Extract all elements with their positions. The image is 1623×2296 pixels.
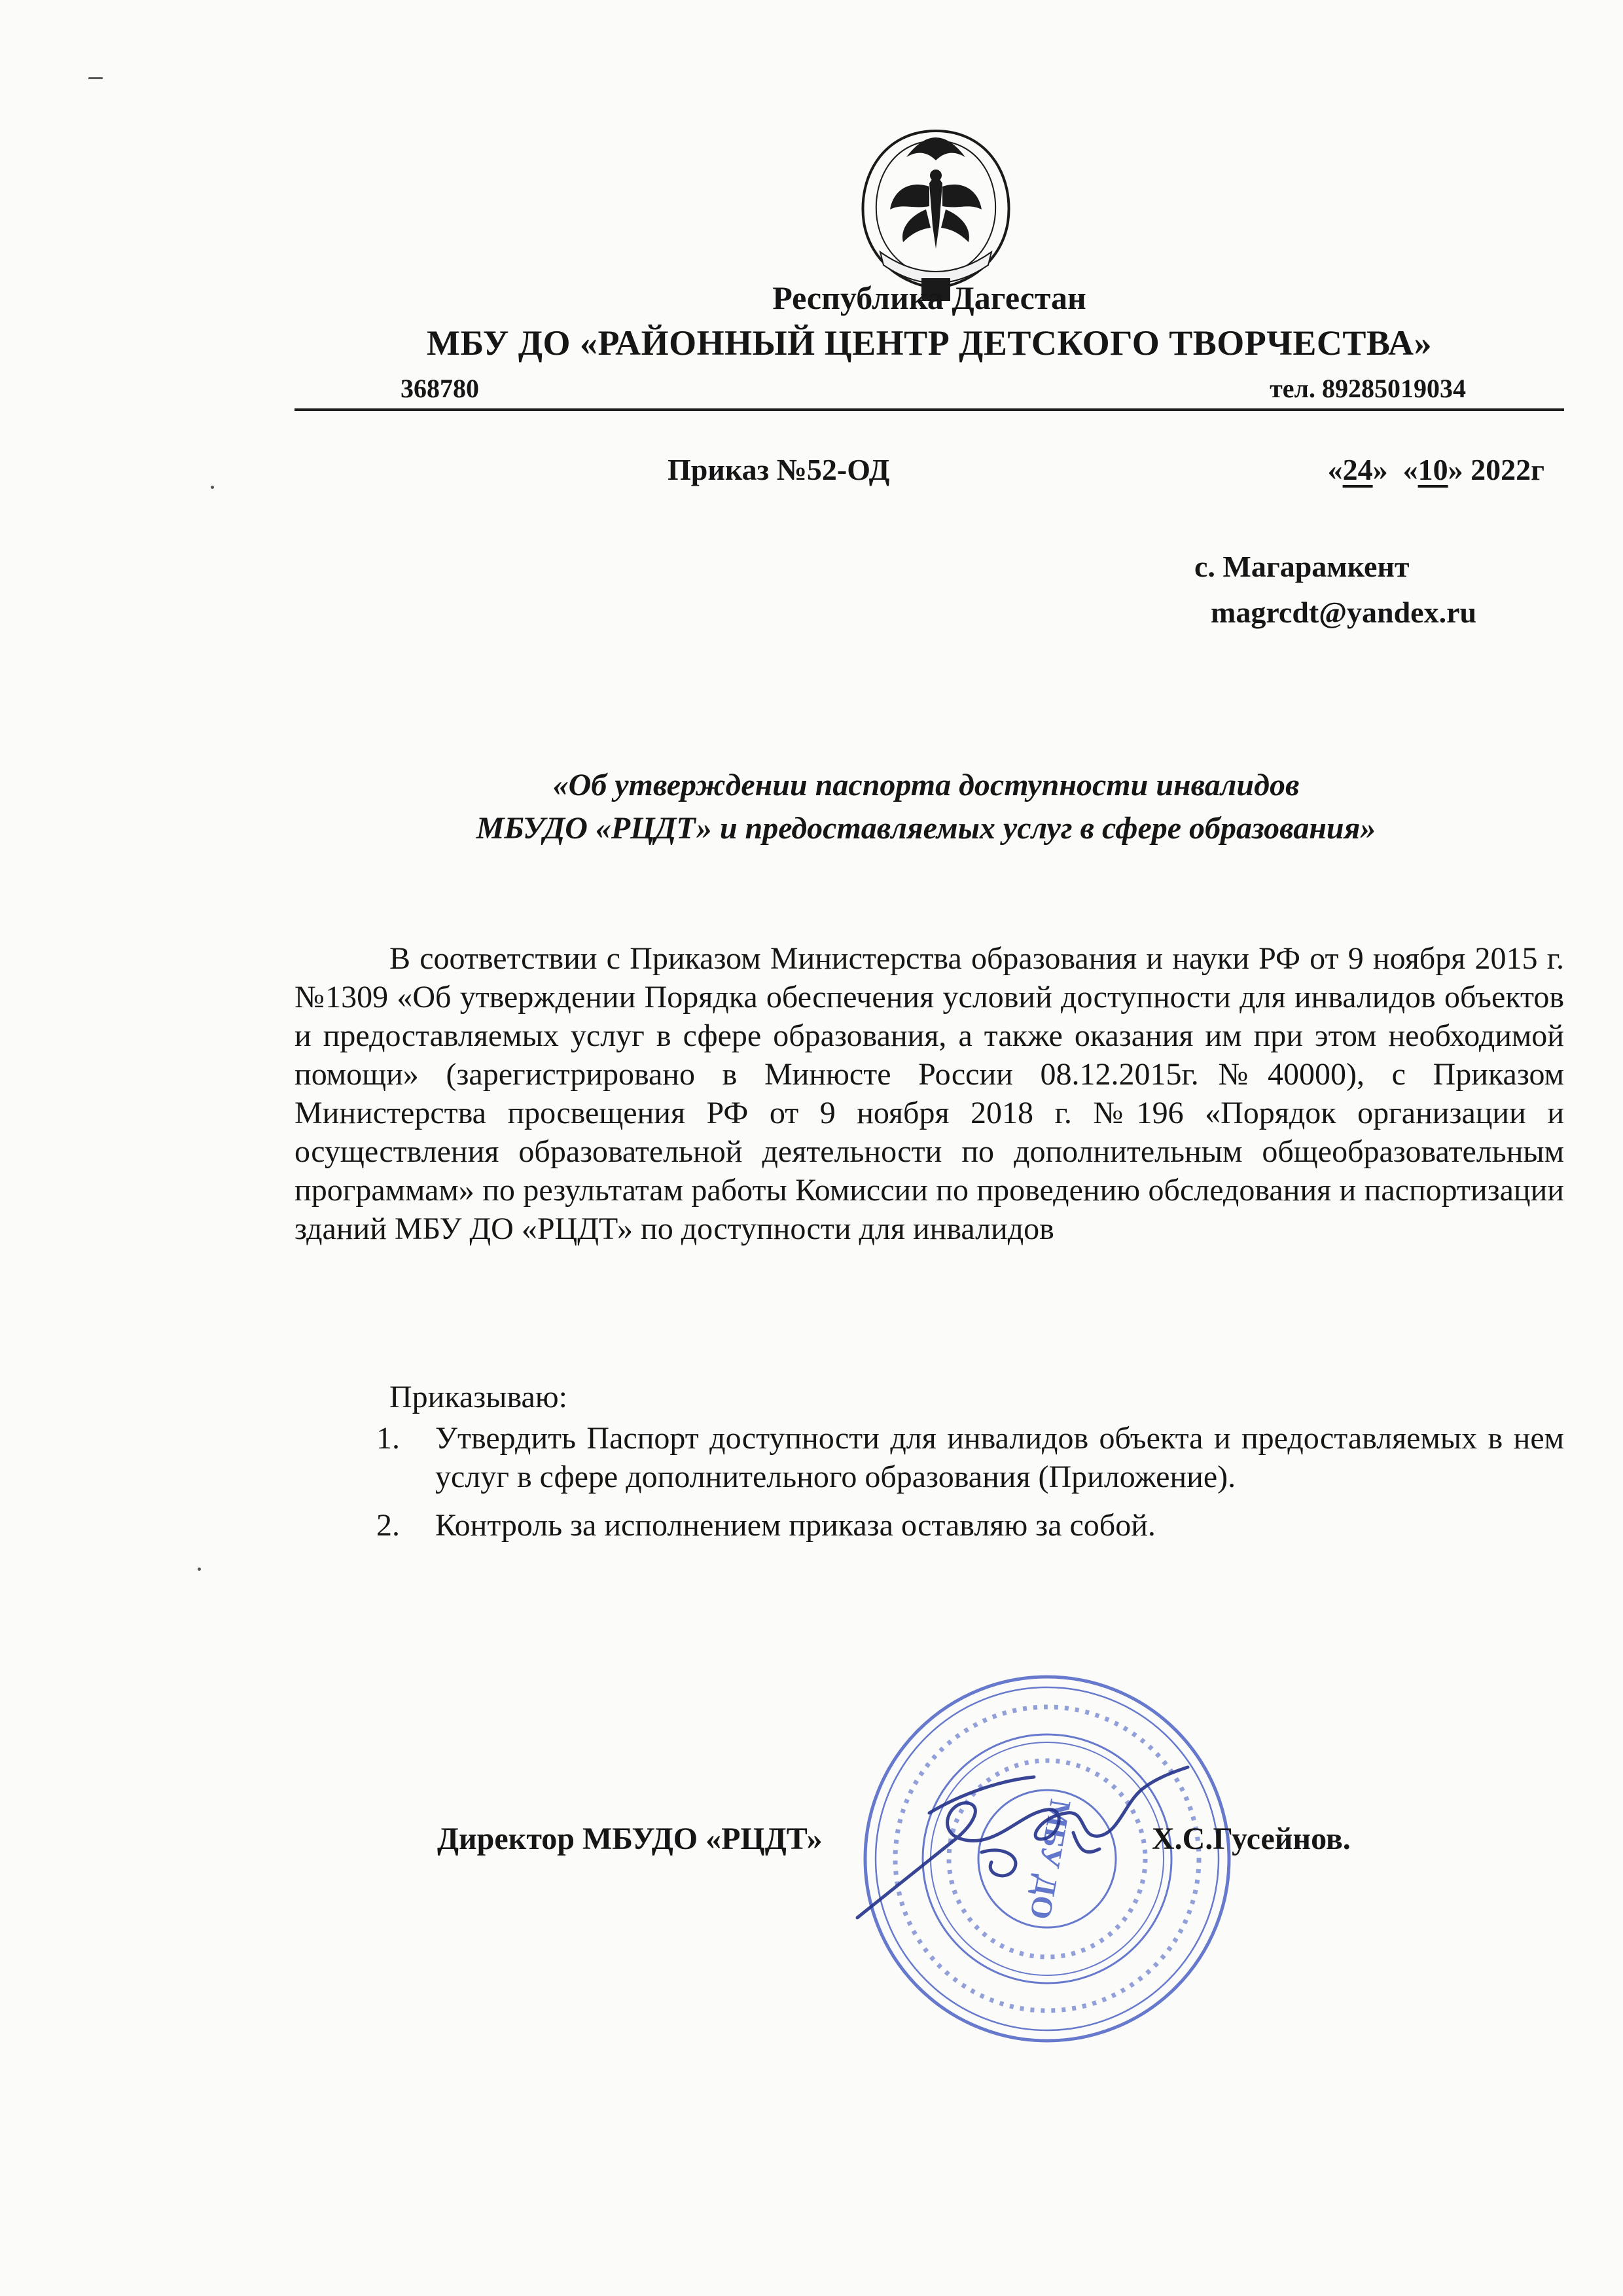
republic-name: Республика Дагестан — [772, 279, 1086, 316]
document-title-line-1: «Об утверждении паспорта доступности инвалидов — [552, 768, 1300, 802]
order-number: Приказ №52-ОД — [668, 453, 890, 486]
locality: с. Магарамкент — [1194, 550, 1410, 583]
list-item — [376, 1419, 1564, 1496]
item-text: Контроль за исполнением приказа оставляю за собой. — [435, 1508, 1156, 1543]
date-year: 2022г — [1471, 453, 1544, 486]
order-verb: Приказываю: — [389, 1380, 567, 1414]
item-number: 2. — [376, 1508, 400, 1543]
order-date: «24» «10» 2022г — [1327, 453, 1544, 486]
document-title-line-2: МБУДО «РЦДТ» и предоставляемых услуг в сфере образования» — [476, 811, 1376, 846]
scan-speck — [211, 486, 214, 489]
stamp-center-text: МБУ ДО — [1024, 1797, 1078, 1922]
date-month: 10 — [1418, 453, 1448, 486]
phone-number: тел. 89285019034 — [1270, 374, 1466, 403]
header-divider — [294, 408, 1564, 411]
signer-name: Х.С.Гусейнов. — [1152, 1821, 1351, 1856]
scan-speck — [198, 1568, 201, 1571]
date-day: 24 — [1342, 453, 1373, 486]
postal-code: 368780 — [401, 374, 479, 403]
organization-name: МБУ ДО «РАЙОННЫЙ ЦЕНТР ДЕТСКОГО ТВОРЧЕСТВА» — [426, 323, 1432, 363]
email-address: magrcdt@yandex.ru — [1211, 596, 1477, 629]
handwritten-signature-icon — [851, 1741, 1191, 1937]
scan-speck — [88, 77, 103, 79]
body-paragraph: В соответствии с Приказом Министерства образования и науки РФ от 9 ноября 2015 г. №1309 «Об утверждении Порядка обеспечения условий доступности для инвалидов объектов и предоставляемых услуг в сфере образования, а также оказания им при этом необходимой помощи» (зарегистрировано в Минюсте России 08.12.2015г.№40000), с Приказом Министерства просвещения РФ от 9 ноября 2018 г. №196 «Порядок организации и осуществления образовательной деятельности по дополнительным общеобразовательным программам» по результатам работы Комиссии по проведению обследования и паспортизации зданий МБУ ДО «РЦДТ» по доступности для инвалидов — [294, 941, 1564, 1246]
list-item — [376, 1506, 1564, 1545]
item-number: 1. — [376, 1421, 400, 1456]
item-text: Утвердить Паспорт доступности для инвалидов объекта и предоставляемых в нем услуг в сфере дополнительного образования (Приложение). — [435, 1421, 1564, 1494]
signer-position: Директор МБУДО «РЦДТ» — [437, 1821, 823, 1856]
order-items-list — [376, 1419, 1564, 1554]
